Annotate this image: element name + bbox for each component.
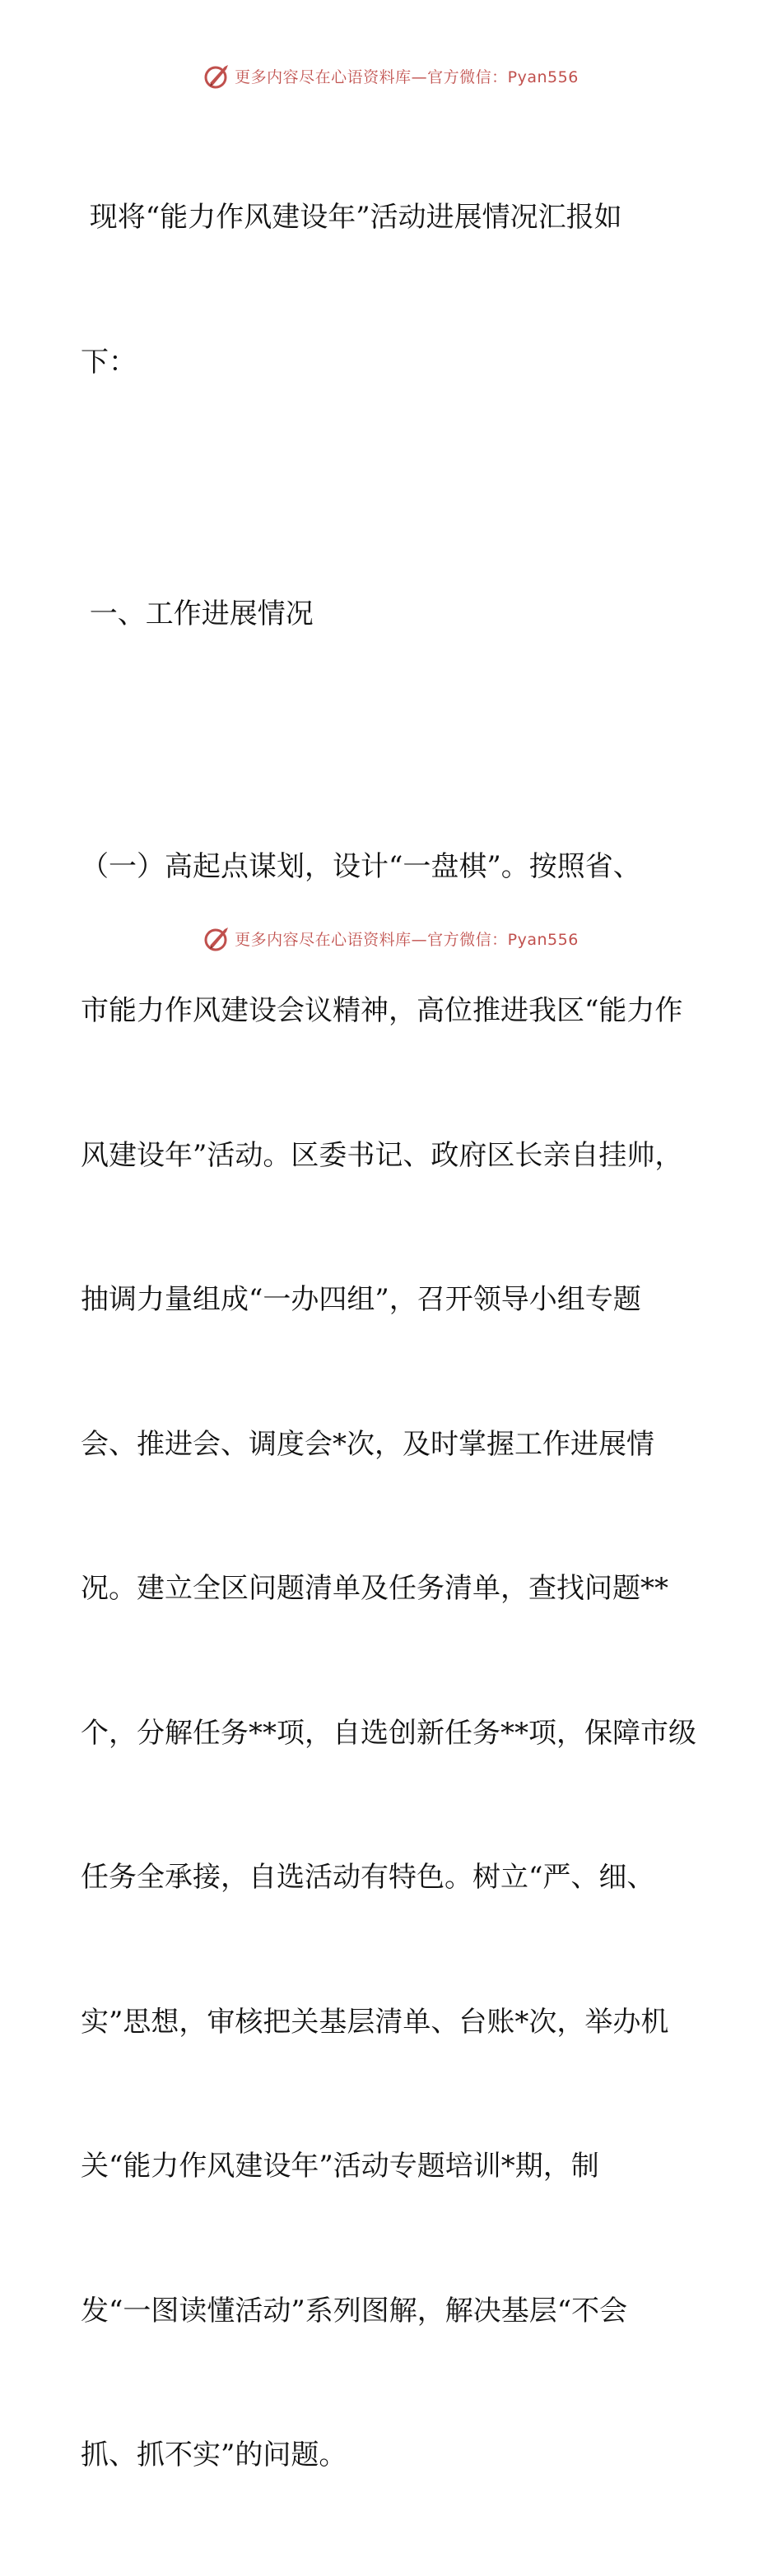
watermark-text: 更多内容尽在心语资料库—官方微信：Pyan556 [235, 67, 579, 86]
quill-pen-logo-icon [203, 924, 231, 952]
paragraph-line: 风建设年”活动。区委书记、政府区长亲自挂帅， [81, 1138, 683, 1172]
footer-watermark [0, 922, 782, 955]
section-heading [81, 494, 706, 735]
paragraph-line: 会、推进会、调度会*次，及时掌握工作进展情 [81, 1427, 654, 1461]
intro-line: 现将“能力作风建设年”活动进展情况汇报如 [81, 201, 622, 234]
paragraph-line: 发“一图读懂活动”系列图解，解决基层“不会 [81, 2294, 628, 2327]
watermark-text: 更多内容尽在心语资料库—官方微信：Pyan556 [235, 930, 579, 949]
paragraph-line: 况。建立全区问题清单及任务清单，查找问题** [81, 1572, 668, 1605]
paragraph-line: 关“能力作风建设年”活动专题培训*期，制 [81, 2150, 599, 2183]
header-watermark [0, 59, 782, 92]
paragraph-line: 抓、抓不实”的问题。 [81, 2439, 347, 2471]
section-paragraph [81, 746, 706, 2576]
quill-pen-logo-icon [203, 62, 231, 90]
intro-paragraph [81, 97, 706, 482]
intro-line: 下： [81, 345, 137, 379]
paragraph-line: 市能力作风建设会议精神，高位推进我区“能力作 [81, 994, 683, 1027]
paragraph-line: 抽调力量组成“一办四组”，召开领导小组专题 [81, 1283, 641, 1316]
paragraph-line: 任务全承接，自选活动有特色。树立“严、细、 [81, 1861, 655, 1894]
paragraph-line: 实”思想，审核把关基层清单、台账*次，举办机 [81, 2005, 669, 2039]
heading-line: 一、工作进展情况 [81, 598, 314, 630]
paragraph-line: （一）高起点谋划，设计“一盘棋”。按照省、 [81, 849, 641, 883]
paragraph-line: 个，分解任务**项，自选创新任务**项，保障市级 [81, 1716, 696, 1750]
